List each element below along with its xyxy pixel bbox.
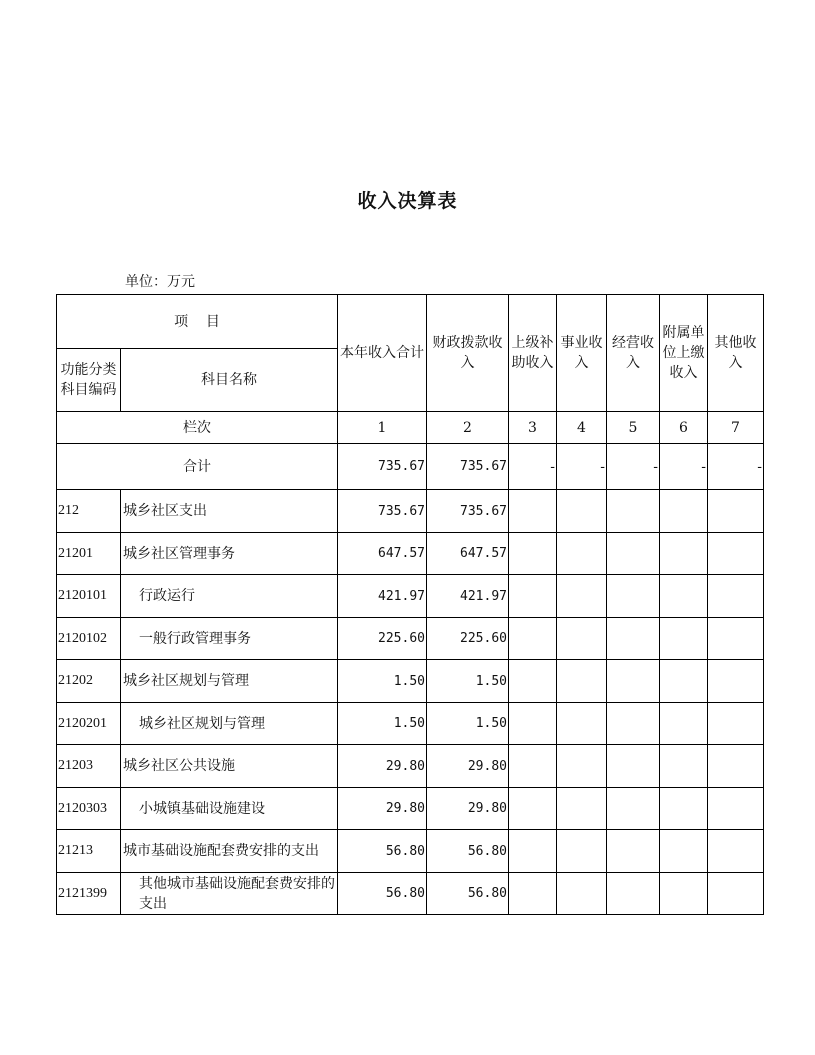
empty-cell: [557, 660, 607, 703]
dash-cell: -: [509, 444, 557, 490]
dash-cell: -: [708, 444, 764, 490]
row-fiscal: 56.80: [427, 830, 509, 873]
row-code: 21202: [57, 660, 121, 703]
empty-cell: [607, 660, 660, 703]
empty-cell: [708, 660, 764, 703]
empty-cell: [557, 873, 607, 915]
empty-cell: [607, 618, 660, 660]
col-number: 1: [338, 412, 427, 444]
row-name: 城市基础设施配套费安排的支出: [121, 830, 338, 873]
func-code-header: 功能分类科目编码: [57, 349, 121, 412]
empty-cell: [607, 830, 660, 873]
empty-cell: [509, 745, 557, 788]
col-fiscal-header: 财政拨款收入: [427, 295, 509, 412]
row-total: 56.80: [338, 873, 427, 915]
empty-cell: [557, 788, 607, 830]
row-code: 21201: [57, 533, 121, 575]
total-row: [57, 444, 764, 490]
col-number: 5: [607, 412, 660, 444]
empty-cell: [607, 490, 660, 533]
row-fiscal: 421.97: [427, 575, 509, 618]
row-code: 21203: [57, 745, 121, 788]
empty-cell: [557, 703, 607, 745]
table-row: [57, 788, 764, 830]
row-fiscal: 647.57: [427, 533, 509, 575]
empty-cell: [660, 660, 708, 703]
empty-cell: [509, 618, 557, 660]
empty-cell: [708, 745, 764, 788]
table-row: [57, 490, 764, 533]
table-row: [57, 575, 764, 618]
empty-cell: [660, 830, 708, 873]
row-name: 城乡社区管理事务: [121, 533, 338, 575]
col-operation-header: 经营收入: [607, 295, 660, 412]
empty-cell: [557, 745, 607, 788]
empty-cell: [509, 830, 557, 873]
empty-cell: [509, 660, 557, 703]
empty-cell: [660, 703, 708, 745]
row-name: 城乡社区规划与管理: [121, 703, 338, 745]
col-subsidiary-header: 附属单位上缴收入: [660, 295, 708, 412]
empty-cell: [708, 873, 764, 915]
row-total: 56.80: [338, 830, 427, 873]
row-code: 2120303: [57, 788, 121, 830]
empty-cell: [557, 830, 607, 873]
col-total-header: 本年收入合计: [338, 295, 427, 412]
row-total: 647.57: [338, 533, 427, 575]
page-title: 收入决算表: [357, 190, 458, 212]
col-superior-header: 上级补助收入: [509, 295, 557, 412]
empty-cell: [660, 575, 708, 618]
empty-cell: [708, 788, 764, 830]
empty-cell: [660, 745, 708, 788]
row-code: 2120201: [57, 703, 121, 745]
empty-cell: [708, 490, 764, 533]
table-row: [57, 873, 764, 915]
empty-cell: [557, 533, 607, 575]
table-row: [57, 618, 764, 660]
row-name: 一般行政管理事务: [121, 618, 338, 660]
table-row: [57, 745, 764, 788]
row-fiscal: 1.50: [427, 660, 509, 703]
empty-cell: [708, 533, 764, 575]
empty-cell: [607, 873, 660, 915]
table-row: [57, 660, 764, 703]
total-label: 合计: [57, 444, 338, 490]
empty-cell: [509, 873, 557, 915]
row-fiscal: 735.67: [427, 490, 509, 533]
row-code: 212: [57, 490, 121, 533]
empty-cell: [660, 490, 708, 533]
row-fiscal: 56.80: [427, 873, 509, 915]
row-name: 城乡社区公共设施: [121, 745, 338, 788]
row-fiscal: 1.50: [427, 703, 509, 745]
empty-cell: [607, 703, 660, 745]
dash-cell: -: [607, 444, 660, 490]
empty-cell: [509, 703, 557, 745]
empty-cell: [509, 533, 557, 575]
row-total: 29.80: [338, 788, 427, 830]
total-fiscal: 735.67: [427, 444, 509, 490]
row-fiscal: 225.60: [427, 618, 509, 660]
row-name: 小城镇基础设施建设: [121, 788, 338, 830]
empty-cell: [708, 618, 764, 660]
row-total: 29.80: [338, 745, 427, 788]
col-business-header: 事业收入: [557, 295, 607, 412]
empty-cell: [708, 830, 764, 873]
row-total: 1.50: [338, 703, 427, 745]
project-header: 项 目: [57, 295, 338, 349]
row-fiscal: 29.80: [427, 788, 509, 830]
col-number: 3: [509, 412, 557, 444]
col-number: 6: [660, 412, 708, 444]
income-table: [56, 294, 764, 915]
empty-cell: [557, 490, 607, 533]
empty-cell: [607, 788, 660, 830]
row-code: 2120101: [57, 575, 121, 618]
row-code: 2121399: [57, 873, 121, 915]
row-fiscal: 29.80: [427, 745, 509, 788]
row-code: 2120102: [57, 618, 121, 660]
col-number: 4: [557, 412, 607, 444]
empty-cell: [660, 788, 708, 830]
col-number: 2: [427, 412, 509, 444]
empty-cell: [509, 788, 557, 830]
empty-cell: [660, 873, 708, 915]
row-total: 225.60: [338, 618, 427, 660]
table-row: [57, 703, 764, 745]
empty-cell: [557, 575, 607, 618]
empty-cell: [607, 745, 660, 788]
empty-cell: [607, 533, 660, 575]
empty-cell: [607, 575, 660, 618]
table-row: [57, 830, 764, 873]
empty-cell: [660, 618, 708, 660]
empty-cell: [708, 703, 764, 745]
dash-cell: -: [557, 444, 607, 490]
row-total: 421.97: [338, 575, 427, 618]
col-number: 7: [708, 412, 764, 444]
total-amount: 735.67: [338, 444, 427, 490]
empty-cell: [708, 575, 764, 618]
empty-cell: [557, 618, 607, 660]
empty-cell: [660, 533, 708, 575]
row-name: 行政运行: [121, 575, 338, 618]
row-total: 735.67: [338, 490, 427, 533]
subject-name-header: 科目名称: [121, 349, 338, 412]
empty-cell: [509, 490, 557, 533]
col-other-header: 其他收入: [708, 295, 764, 412]
table-row: [57, 533, 764, 575]
row-name: 其他城市基础设施配套费安排的支出: [121, 873, 338, 915]
row-name: 城乡社区规划与管理: [121, 660, 338, 703]
dash-cell: -: [660, 444, 708, 490]
unit-label: 单位：万元: [125, 274, 195, 290]
row-total: 1.50: [338, 660, 427, 703]
row-index-label: 栏次: [57, 412, 338, 444]
row-name: 城乡社区支出: [121, 490, 338, 533]
empty-cell: [509, 575, 557, 618]
row-code: 21213: [57, 830, 121, 873]
